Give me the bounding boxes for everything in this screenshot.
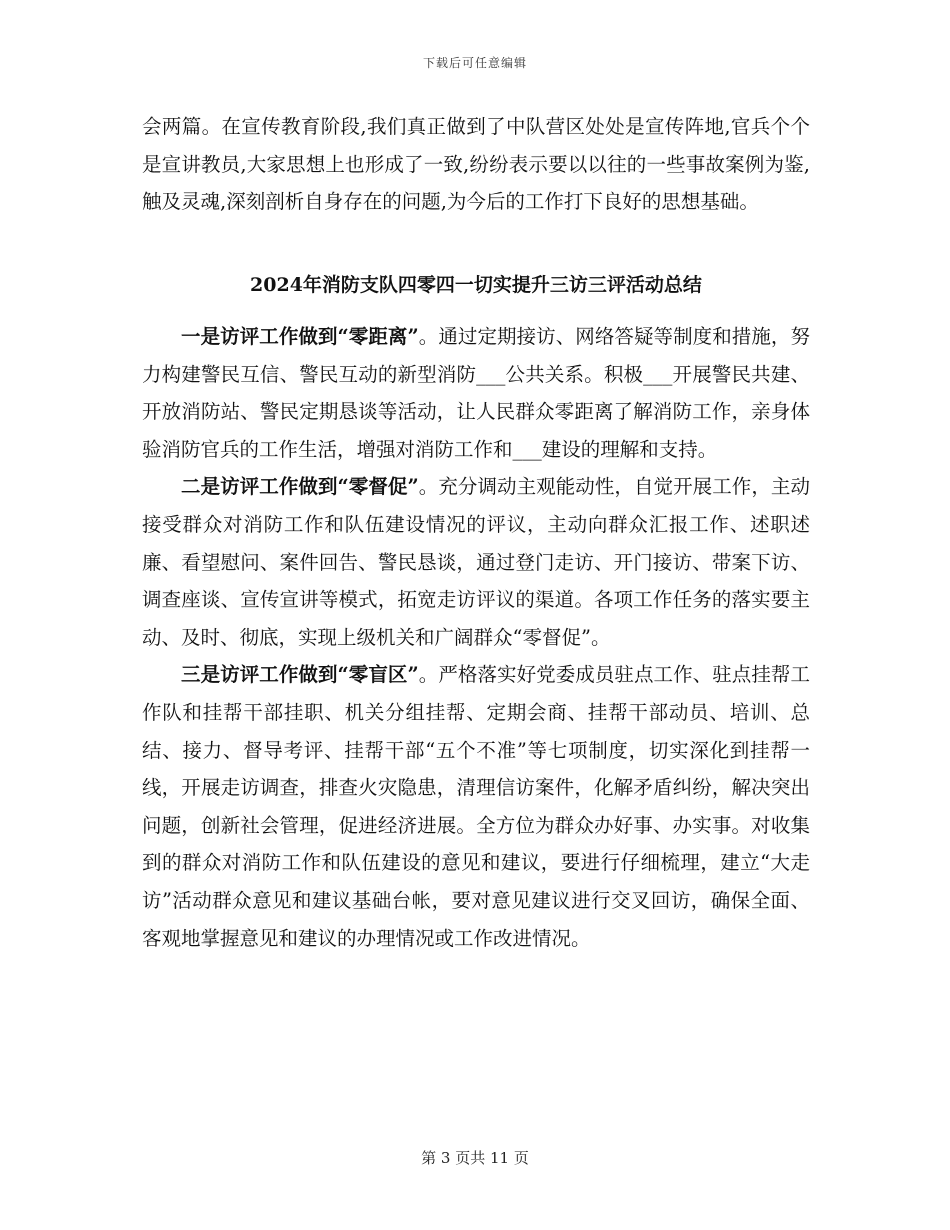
document-title: 2024年消防支队四零四一切实提升三访三评活动总结 bbox=[250, 274, 702, 296]
section-text: 。严格落实好党委成员驻点工作、驻点挂帮工作队和挂帮干部挂职、机关分组挂帮、定期会商、挂帮干部动员、培训、总结、接力、督导考评、挂帮干部“五个不准”等七项制度，切实深化到挂帮一线，开展走访调查，排查火灾隐患，清理信访案件，化解矛盾纠纷，解决突出问题，创新社会管理，促进经济进展。全方位为群众办好事、办实事。对收集到的群众对消防工作和队伍建设的意见和建议，要进行仔细梳理，建立“大走访”活动群众意见和建议基础台帐，要对意见建议进行交叉回访，确保全面、客观地掌握意见和建议的办理情况或工作改进情况。 bbox=[142, 663, 810, 950]
section-text: 。充分调动主观能动性，自觉开展工作，主动接受群众对消防工作和队伍建设情况的评议，主动向群众汇报工作、述职述廉、看望慰问、案件回告、警民恳谈，通过登门走访、开门接访、带案下访、调查座谈、宣传宣讲等模式，拓宽走访评议的渠道。各项工作任务的落实要主动、及时、彻底，实现上级机关和广阔群众“零督促”。 bbox=[142, 475, 810, 649]
page-header-note: 下载后可任意编辑 bbox=[422, 56, 527, 70]
section-lead: 二是访评工作做到“零督促” bbox=[181, 475, 419, 499]
section-paragraph bbox=[142, 468, 810, 656]
section-paragraph bbox=[142, 656, 810, 957]
section-paragraph bbox=[142, 318, 810, 468]
summary-sections bbox=[142, 318, 810, 957]
intro-paragraph-text: 会两篇。在宣传教育阶段,我们真正做到了中队营区处处是宣传阵地,官兵个个是宣讲教员,大家思想上也形成了一致,纷纷表示要以以往的一些事故案例为鉴,触及灵魂,深刻剖析自身存在的问题,为今后的工作打下良好的思想基础。 bbox=[142, 115, 810, 214]
section-lead: 三是访评工作做到“零盲区” bbox=[181, 663, 419, 687]
page-number-footer: 第 3 页共 11 页 bbox=[421, 1149, 529, 1167]
section-lead: 一是访评工作做到“零距离” bbox=[181, 325, 419, 348]
section-text: 。通过定期接访、网络答疑等制度和措施，努力构建警民互信、警民互动的新型消防___公共关系。积极___开展警民共建、开放消防站、警民定期恳谈等活动，让人民群众零距离了解消防工作，亲身体验消防官兵的工作生活，增强对消防工作和___建设的理解和支持。 bbox=[142, 325, 810, 461]
intro-paragraph bbox=[142, 108, 810, 221]
